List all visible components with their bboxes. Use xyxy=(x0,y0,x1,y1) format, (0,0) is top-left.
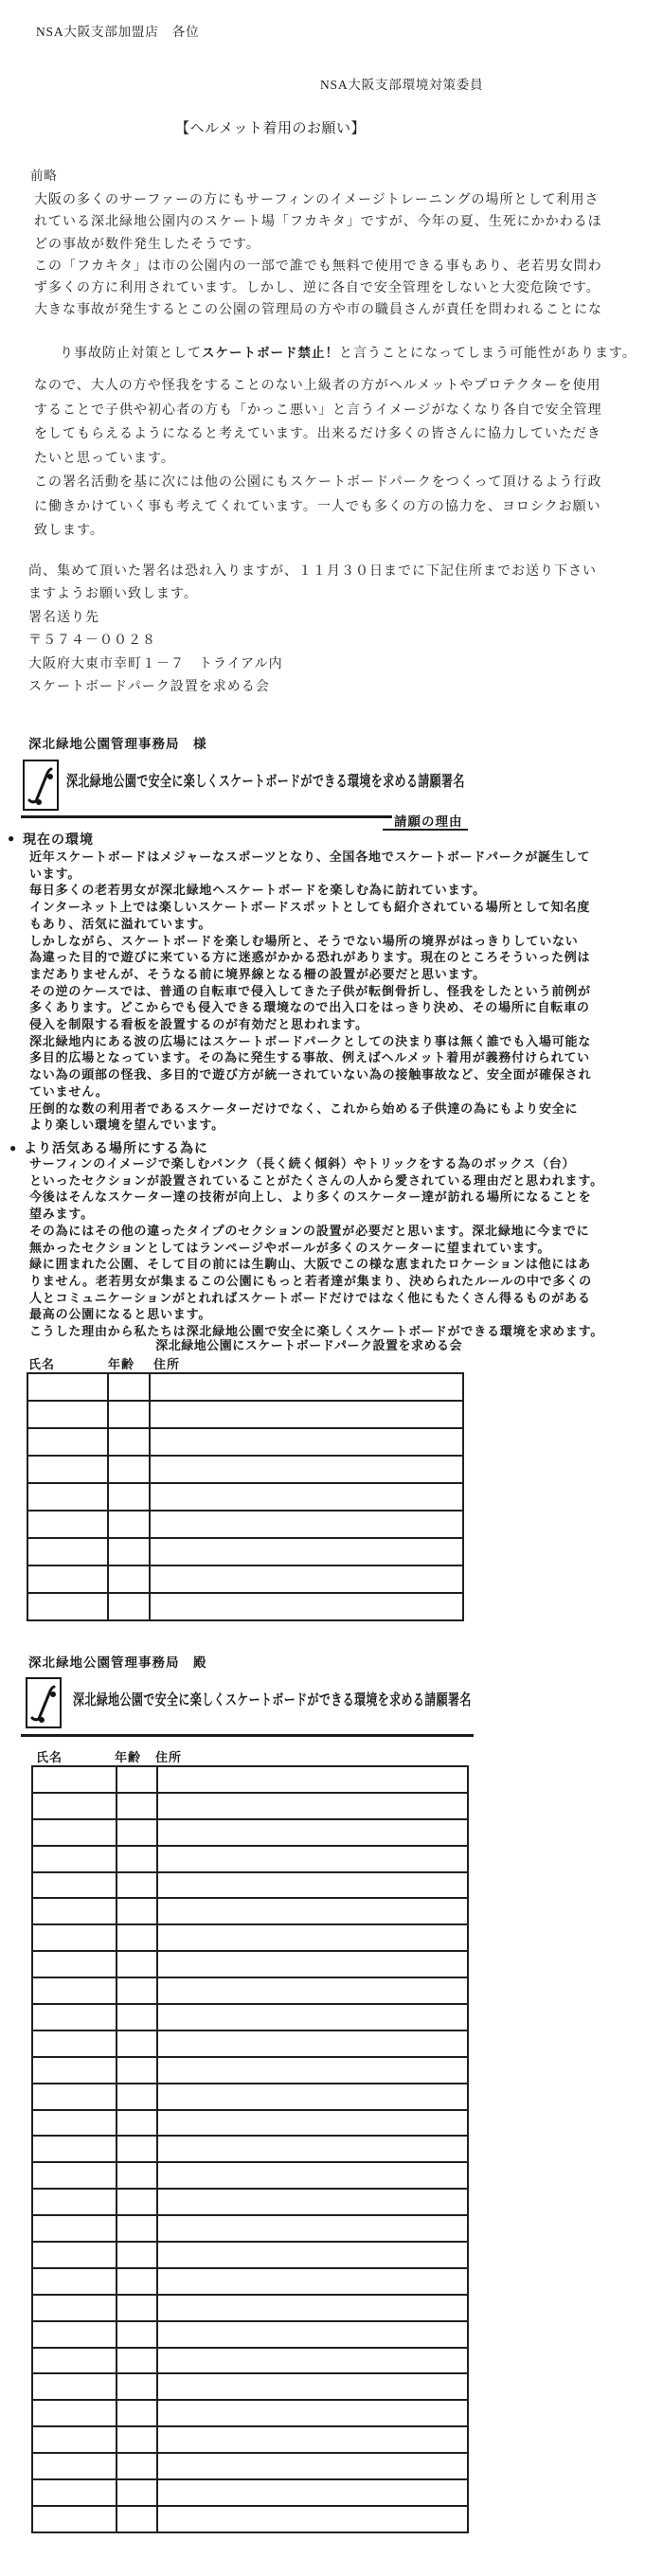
signature-row xyxy=(32,1846,468,1872)
signature-name-cell xyxy=(32,2295,116,2321)
signature-age-cell xyxy=(116,2162,157,2189)
signature-age-cell xyxy=(116,1793,157,1819)
signature-row xyxy=(32,1924,468,1951)
signature-name-cell xyxy=(32,1819,116,1846)
signature-name-cell xyxy=(32,2084,116,2110)
signature-age-cell xyxy=(108,1401,150,1428)
signature-address-cell xyxy=(157,1898,468,1924)
signature-address-cell xyxy=(150,1511,463,1538)
signature-name-cell xyxy=(32,1977,116,2004)
signature-address-cell xyxy=(157,2110,468,2137)
signature-row xyxy=(32,1951,468,1977)
signature-row xyxy=(32,1898,468,1924)
signature-name-cell xyxy=(27,1401,108,1428)
signature-address-cell xyxy=(157,1819,468,1846)
column-header-address: 住所 xyxy=(155,1750,183,1764)
signature-address-cell xyxy=(157,2030,468,2057)
signature-address-cell xyxy=(150,1593,463,1620)
signature-name-cell xyxy=(32,2400,116,2426)
signature-name-cell xyxy=(27,1373,108,1401)
signature-age-cell xyxy=(116,2321,157,2348)
signature-row xyxy=(32,2136,468,2162)
signature-address-cell xyxy=(157,2136,468,2162)
signature-name-cell xyxy=(32,1846,116,1872)
signature-row xyxy=(32,2348,468,2374)
signature-row xyxy=(32,2242,468,2268)
signature-age-cell xyxy=(108,1483,150,1511)
signature-name-cell xyxy=(32,2030,116,2057)
signature-address-cell xyxy=(157,2057,468,2084)
letter-subject: 【ヘルメット着用のお願い】 xyxy=(175,121,367,136)
signature-age-cell xyxy=(116,2373,157,2400)
column-header-address: 住所 xyxy=(153,1357,181,1371)
signature-table-1 xyxy=(27,1372,464,1621)
signature-row xyxy=(32,2400,468,2426)
signature-address-cell xyxy=(157,2348,468,2374)
signature-row xyxy=(32,2321,468,2348)
bullet-icon: ● xyxy=(9,1141,17,1154)
signature-name-cell xyxy=(27,1511,108,1538)
signature-address-cell xyxy=(150,1538,463,1565)
signature-row xyxy=(27,1428,463,1456)
signature-age-cell xyxy=(116,2506,157,2532)
text-before-bold: り事故防止対策として xyxy=(60,347,202,362)
section-current-heading: 現在の環境 xyxy=(23,832,94,847)
signature-age-cell xyxy=(116,2348,157,2374)
signature-age-cell xyxy=(116,2057,157,2084)
signature-address-cell xyxy=(157,2162,468,2189)
signature-name-cell xyxy=(27,1483,108,1511)
letter-paragraph-1: 大阪の多くのサーファーの方にもサーフィンのイメージトレーニングの場所として利用さ れている深北緑地公園内のスケート場「フカキタ」ですが、今年の夏、生死にかかわるほ どの事故が数件発生したそうです。 この「フカキタ」は市の公園内の一部で誰でも無料で使用できる事もあり、老若男女問わ ず多くの方に利用されています。しかし、逆に各自で安全管理をしないと大変危険です。 大きな事故が発生するとこの公園の管理局の方や市の職員さんが責任を問われることにな xyxy=(34,193,602,318)
signature-row xyxy=(32,2453,468,2479)
signature-age-cell xyxy=(108,1593,150,1620)
signature-age-cell xyxy=(116,2030,157,2057)
bullet-icon: ● xyxy=(8,832,15,845)
signature-age-cell xyxy=(116,2084,157,2110)
signature-age-cell xyxy=(108,1428,150,1456)
petition2-recipient: 深北緑地公園管理事務局 殿 xyxy=(28,1655,207,1670)
petition1-title: 深北緑地公園で安全に楽しくスケートボードができる環境を求める請願署名 xyxy=(66,774,465,790)
signature-age-cell xyxy=(108,1565,150,1593)
signature-age-cell xyxy=(116,2400,157,2426)
letter-paragraph-2: なので、大人の方や怪我をすることのない上級者の方がヘルメットやプロテクターを使用 することで子供や初心者の方も「かっこ悪い」と言うイメージがなくなり各自で安全管理 をしてもらえるようになると考えています。出来るだけ多くの皆さんに協力していただき たいと思っています。 この署名活動を基に次には他の公園にもスケートボードパークをつくって頂けるよう行政 に働きかけていく事も考えてくれています。一人でも多くの方の協力を、ヨロシクお願い 致します。 xyxy=(34,379,602,538)
letter-notice: 尚、集めて頂いた署名は恐れ入りますが、１１月３０日までに下記住所までお送り下さい ますようお願い致します。 xyxy=(28,564,597,602)
petition2-title: 深北緑地公園で安全に楽しくスケートボードができる環境を求める請願署名 xyxy=(73,1692,472,1708)
signature-address-cell xyxy=(157,2215,468,2242)
signature-address-cell xyxy=(157,1977,468,2004)
petition-logo-box xyxy=(26,1677,62,1728)
signature-address-cell xyxy=(157,2004,468,2030)
signature-name-cell xyxy=(32,2004,116,2030)
signature-name-cell xyxy=(32,1872,116,1899)
skateboard-ban-emphasis: スケートボード禁止！ xyxy=(202,346,339,361)
signature-age-cell xyxy=(116,2242,157,2268)
signature-address-cell xyxy=(157,1872,468,1899)
signature-name-cell xyxy=(32,2348,116,2374)
signature-age-cell xyxy=(116,1924,157,1951)
skateboard-icon xyxy=(29,1681,58,1725)
signature-row xyxy=(32,1872,468,1899)
signature-age-cell xyxy=(116,1898,157,1924)
signature-row xyxy=(32,2189,468,2215)
column-header-name: 氏名 xyxy=(28,1357,56,1371)
signature-name-cell xyxy=(32,2215,116,2242)
signature-name-cell xyxy=(32,2321,116,2348)
signature-name-cell xyxy=(32,2136,116,2162)
signature-name-cell xyxy=(32,2242,116,2268)
signature-age-cell xyxy=(116,2136,157,2162)
signature-row xyxy=(27,1511,463,1538)
signature-address-cell xyxy=(157,2400,468,2426)
signature-row xyxy=(32,2030,468,2057)
signature-address-cell xyxy=(157,2453,468,2479)
signature-row xyxy=(32,2373,468,2400)
signature-age-cell xyxy=(108,1373,150,1401)
signature-age-cell xyxy=(116,1872,157,1899)
signature-name-cell xyxy=(27,1428,108,1456)
letter-to-line: NSA大阪支部加盟店 各位 xyxy=(36,25,200,39)
signature-row xyxy=(32,2479,468,2506)
signature-name-cell xyxy=(32,1898,116,1924)
skateboard-icon xyxy=(27,763,55,807)
signature-name-cell xyxy=(32,2426,116,2453)
signature-age-cell xyxy=(116,2189,157,2215)
signature-address-cell xyxy=(150,1565,463,1593)
signature-address-cell xyxy=(150,1373,463,1401)
signature-name-cell xyxy=(27,1456,108,1483)
column-header-age: 年齢 xyxy=(115,1750,142,1764)
signature-age-cell xyxy=(108,1511,150,1538)
signature-name-cell xyxy=(32,2057,116,2084)
reason-heading: 請願の理由 xyxy=(392,811,465,830)
signature-name-cell xyxy=(32,1924,116,1951)
signature-age-cell xyxy=(116,2004,157,2030)
signature-row xyxy=(32,1977,468,2004)
petition1-recipient: 深北緑地公園管理事務局 様 xyxy=(28,737,207,751)
signature-table-2 xyxy=(31,1765,469,2533)
signature-age-cell xyxy=(116,2215,157,2242)
signature-name-cell xyxy=(32,2189,116,2215)
column-header-name: 氏名 xyxy=(36,1750,63,1764)
title-underline xyxy=(21,1734,474,1737)
signature-row xyxy=(27,1538,463,1565)
signature-address-cell xyxy=(157,2373,468,2400)
signature-row xyxy=(27,1456,463,1483)
signature-name-cell xyxy=(32,1951,116,1977)
signature-address-cell xyxy=(157,1951,468,1977)
signature-address-cell xyxy=(150,1401,463,1428)
signature-address-cell xyxy=(157,2084,468,2110)
petition1-organization: 深北緑地公園にスケートボードパーク設置を求める会 xyxy=(155,1338,462,1352)
signature-row xyxy=(32,1819,468,1846)
signature-address-cell xyxy=(157,2426,468,2453)
reason-underline xyxy=(383,829,468,831)
signature-age-cell xyxy=(116,2426,157,2453)
signature-row xyxy=(27,1565,463,1593)
signature-row xyxy=(27,1483,463,1511)
signature-name-cell xyxy=(32,2110,116,2137)
signature-address-cell xyxy=(150,1428,463,1456)
signature-address-cell xyxy=(157,2268,468,2295)
signature-address-cell xyxy=(157,1846,468,1872)
signature-row xyxy=(27,1373,463,1401)
signature-name-cell xyxy=(32,2268,116,2295)
section-current-text: 近年スケートボードはメジャーなスポーツとなり、全国各地でスケートボードパークが誕生して います。 毎日多くの老若男女が深北緑地へスケートボードを楽しむ為に訪れています。 インターネット上では楽しいスケートボードスポットとしても紹介されている場所として知名度 もあり、活気に溢れています。 しかしながら、スケートボードを楽しむ場所と、そうでない場所の境界がはっきりしていない 為違った目的で遊びに来ている方に迷惑がかかる恐れがあります。現在のところそういった例は まだありませんが、そうなる前に境界線となる柵の設置が必要だと思います。 その逆のケースでは、普通の自転車で侵入してきた子供が転倒骨折し、怪我をしたという前例が 多くあります。どこからでも侵入できる環境なので出入口をはっきり決め、その場所に自転車の 侵入を制限する看板を設置するのが有効だと思われます。 深北緑地内にある波の広場にはスケートボードパークとしての決まり事は無く誰でも入場可能な 多目的広場となっています。その為に発生する事故、例えばヘルメット着用が義務付けられてい ない為の頭部の怪我、多目的で遊び方が統一されていない為の接触事故など、安全面が確保され ていません。 圧倒的な数の利用者であるスケーターだけでなく、これから始める子供達の為にもより安全に より楽しい環境を望んでいます。 xyxy=(29,850,592,1133)
signature-row xyxy=(32,2295,468,2321)
signature-name-cell xyxy=(32,2162,116,2189)
signature-row xyxy=(32,2057,468,2084)
letter-return-address: 署名送り先 〒５７４－００２８ 大阪府大東市幸町１－７ トライアル内 スケートボードパーク設置を求める会 xyxy=(28,611,283,695)
signature-row xyxy=(32,2268,468,2295)
signature-address-cell xyxy=(157,1793,468,1819)
signature-age-cell xyxy=(116,1819,157,1846)
letter-from-line: NSA大阪支部環境対策委員 xyxy=(320,78,484,92)
signature-age-cell xyxy=(116,1977,157,2004)
signature-address-cell xyxy=(157,2189,468,2215)
signature-age-cell xyxy=(116,2479,157,2506)
signature-name-cell xyxy=(32,2373,116,2400)
title-underline xyxy=(21,815,392,818)
column-header-age: 年齢 xyxy=(108,1357,135,1371)
signature-row xyxy=(27,1593,463,1620)
signature-age-cell xyxy=(116,1951,157,1977)
signature-row xyxy=(32,2506,468,2532)
signature-age-cell xyxy=(116,2295,157,2321)
signature-age-cell xyxy=(108,1538,150,1565)
signature-row xyxy=(32,2110,468,2137)
signature-address-cell xyxy=(157,2506,468,2532)
signature-name-cell xyxy=(32,2479,116,2506)
signature-row xyxy=(32,1793,468,1819)
signature-row xyxy=(32,1766,468,1793)
signature-name-cell xyxy=(27,1593,108,1620)
signature-name-cell xyxy=(32,2506,116,2532)
signature-name-cell xyxy=(32,1793,116,1819)
signature-name-cell xyxy=(32,2453,116,2479)
signature-age-cell xyxy=(116,2453,157,2479)
signature-address-cell xyxy=(150,1483,463,1511)
petition-logo-box xyxy=(23,760,59,811)
signature-address-cell xyxy=(157,2295,468,2321)
signature-address-cell xyxy=(157,1766,468,1793)
signature-address-cell xyxy=(157,2242,468,2268)
signature-row xyxy=(32,2426,468,2453)
signature-row xyxy=(32,2215,468,2242)
signature-age-cell xyxy=(116,1846,157,1872)
signature-address-cell xyxy=(150,1456,463,1483)
signature-age-cell xyxy=(116,2268,157,2295)
signature-name-cell xyxy=(27,1538,108,1565)
signature-name-cell xyxy=(27,1565,108,1593)
signature-name-cell xyxy=(32,1766,116,1793)
signature-address-cell xyxy=(157,1924,468,1951)
signature-row xyxy=(32,2162,468,2189)
signature-address-cell xyxy=(157,2479,468,2506)
section-future-text: サーフィンのイメージで楽しむバンク（長く続く傾斜）やトリックをする為のボックス（台） といったセクションが設置されていることがたくさんの人から愛されている理由だと思われます。 今後はそんなスケーター達の技術が向上し、より多くのスケーター達が訪れる場所になることを 望みます。 その為にはその他の違ったタイプのセクションの設置が必要だと思います。深北緑地に今までに 無かったセクションとしてはランページやボールが多くのスケーターに望まれています。 緑に囲まれた公園、そして目の前には生駒山、大阪でこの様な恵まれたロケーションは他にはあ りません。老若男女が集まるこの公園にもっと若者達が集まり、決められたルールの中で多くの 人とコミュニケーションがとれればスケートボードだけではなく他にもたくさん得るものがある 最高の公園になると思います。 こうした理由から私たちは深北緑地公園で安全に楽しくスケートボードができる環境を求めます。 xyxy=(29,1156,604,1339)
text-after-bold: と言うことになってしまう可能性があります。 xyxy=(339,347,636,362)
signature-row xyxy=(32,2004,468,2030)
signature-age-cell xyxy=(116,1766,157,1793)
signature-address-cell xyxy=(157,2321,468,2348)
letter-salutation: 前略 xyxy=(30,169,58,183)
signature-age-cell xyxy=(108,1456,150,1483)
signature-row xyxy=(27,1401,463,1428)
section-future-heading: より活気ある場所にする為に xyxy=(24,1140,208,1155)
signature-row xyxy=(32,2084,468,2110)
signature-age-cell xyxy=(116,2110,157,2137)
